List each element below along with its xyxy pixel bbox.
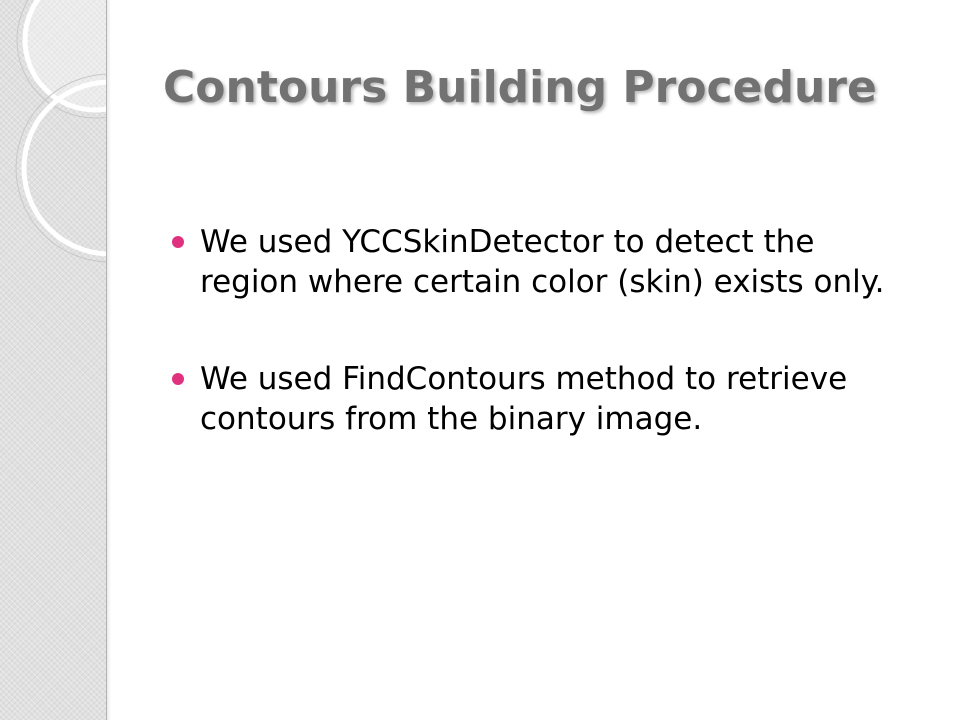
- bullet-dot-icon: [172, 236, 184, 248]
- left-decorative-band: [0, 0, 107, 720]
- band-shadow: [106, 0, 111, 720]
- bullet-item: [200, 359, 920, 439]
- slide-title: Contours Building Procedure: [163, 62, 877, 113]
- bullet-dot-icon: [172, 373, 184, 385]
- bullet-list: [200, 222, 920, 439]
- bullet-text: We used FindContours method to retrieve contours from the binary image.: [200, 361, 848, 437]
- bullet-item: [200, 222, 920, 302]
- circle-ornament-icon: [0, 0, 106, 720]
- bullet-text: We used YCCSkinDetector to detect the region where certain color (skin) exists only.: [200, 224, 885, 300]
